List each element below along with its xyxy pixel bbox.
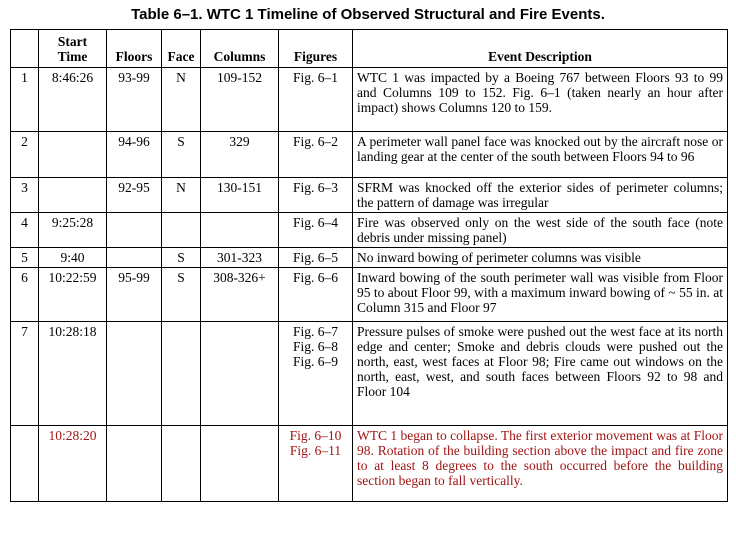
start-time-cell: 9:40: [39, 248, 107, 268]
figures-cell: [279, 213, 353, 248]
columns-cell: 308-326+: [201, 268, 279, 322]
floors-cell: [107, 426, 162, 502]
face-cell: [162, 426, 201, 502]
figures-cell: [279, 322, 353, 426]
col-header-floors: Floors: [107, 30, 162, 68]
col-header-start-time: Start Time: [39, 30, 107, 68]
start-time-cell: [39, 178, 107, 213]
row-number: [11, 426, 39, 502]
table-row: [11, 178, 728, 213]
event-description-cell: A perimeter wall panel face was knocked out by the aircraft nose or landing gear at the center of the south between Floors 94 to 96: [353, 132, 728, 178]
figure-ref: Fig. 6–5: [292, 250, 338, 265]
event-description-cell: No inward bowing of perimeter columns was visible: [353, 248, 728, 268]
table-row: [11, 426, 728, 502]
table-row: [11, 213, 728, 248]
figure-ref: Fig. 6–10: [289, 428, 342, 443]
figure-ref: Fig. 6–4: [292, 215, 338, 230]
face-cell: [162, 213, 201, 248]
figures-cell: [279, 268, 353, 322]
col-header-no: [11, 30, 39, 68]
start-time-cell: 10:22:59: [39, 268, 107, 322]
row-number: 6: [11, 268, 39, 322]
row-number: 2: [11, 132, 39, 178]
table-row: [11, 132, 728, 178]
face-cell: S: [162, 132, 201, 178]
figures-cell: [279, 178, 353, 213]
columns-cell: 109-152: [201, 68, 279, 132]
row-number: 3: [11, 178, 39, 213]
floors-cell: [107, 322, 162, 426]
face-cell: N: [162, 178, 201, 213]
columns-cell: [201, 426, 279, 502]
event-description-cell: WTC 1 began to collapse. The first exterior movement was at Floor 98. Rotation of the building section above the impact and fire zone to at least 8 degrees to the south occurred before the building section began to fall vertically.: [353, 426, 728, 502]
floors-cell: 92-95: [107, 178, 162, 213]
start-time-cell: 9:25:28: [39, 213, 107, 248]
figure-ref: Fig. 6–7: [292, 324, 338, 339]
table-title: Table 6–1. WTC 1 Timeline of Observed Structural and Fire Events.: [131, 6, 605, 23]
table-row: [11, 268, 728, 322]
col-header-columns: Columns: [201, 30, 279, 68]
figures-cell: [279, 248, 353, 268]
floors-cell: 95-99: [107, 268, 162, 322]
figure-ref: Fig. 6–8: [292, 339, 338, 354]
row-number: 7: [11, 322, 39, 426]
timeline-table: [10, 29, 728, 502]
event-description-cell: Pressure pulses of smoke were pushed out the west face at its north edge and center; Smoke and debris clouds were pushed out the north, east, west faces at Floor 98; Fire came out windows on the north, east, west, and south faces between Floors 92 to 98 and Floor 104: [353, 322, 728, 426]
col-header-event: Event Description: [353, 30, 728, 68]
row-number: 1: [11, 68, 39, 132]
start-time-cell: [39, 132, 107, 178]
row-number: 5: [11, 248, 39, 268]
floors-cell: [107, 248, 162, 268]
event-description-cell: Fire was observed only on the west side of the south face (note debris under missing panel): [353, 213, 728, 248]
event-description-cell: WTC 1 was impacted by a Boeing 767 between Floors 93 to 99 and Columns 109 to 152. Fig. 6–1 (taken nearly an hour after impact) shows Columns 120 to 159.: [353, 68, 728, 132]
start-time-cell: 10:28:18: [39, 322, 107, 426]
table-row: [11, 248, 728, 268]
col-header-figures: Figures: [279, 30, 353, 68]
face-cell: S: [162, 248, 201, 268]
columns-cell: 130-151: [201, 178, 279, 213]
table-row: [11, 322, 728, 426]
floors-cell: 94-96: [107, 132, 162, 178]
floors-cell: [107, 213, 162, 248]
figure-ref: Fig. 6–1: [292, 70, 338, 85]
event-description-cell: Inward bowing of the south perimeter wall was visible from Floor 95 to about Floor 99, with a maximum inward bowing of ~ 55 in. at Column 315 and Floor 97: [353, 268, 728, 322]
columns-cell: [201, 322, 279, 426]
columns-cell: 329: [201, 132, 279, 178]
figure-ref: Fig. 6–6: [292, 270, 338, 285]
face-cell: N: [162, 68, 201, 132]
start-time-cell: 10:28:20: [39, 426, 107, 502]
columns-cell: 301-323: [201, 248, 279, 268]
table-row: [11, 68, 728, 132]
floors-cell: 93-99: [107, 68, 162, 132]
columns-cell: [201, 213, 279, 248]
figures-cell: [279, 426, 353, 502]
figure-ref: Fig. 6–2: [292, 134, 338, 149]
face-cell: S: [162, 268, 201, 322]
row-number: 4: [11, 213, 39, 248]
face-cell: [162, 322, 201, 426]
header-row: [11, 30, 728, 68]
figures-cell: [279, 132, 353, 178]
start-time-cell: 8:46:26: [39, 68, 107, 132]
figure-ref: Fig. 6–3: [292, 180, 338, 195]
figure-ref: Fig. 6–11: [289, 443, 342, 458]
col-header-face: Face: [162, 30, 201, 68]
event-description-cell: SFRM was knocked off the exterior sides of perimeter columns; the pattern of damage was irregular: [353, 178, 728, 213]
figures-cell: [279, 68, 353, 132]
figure-ref: Fig. 6–9: [292, 354, 338, 369]
